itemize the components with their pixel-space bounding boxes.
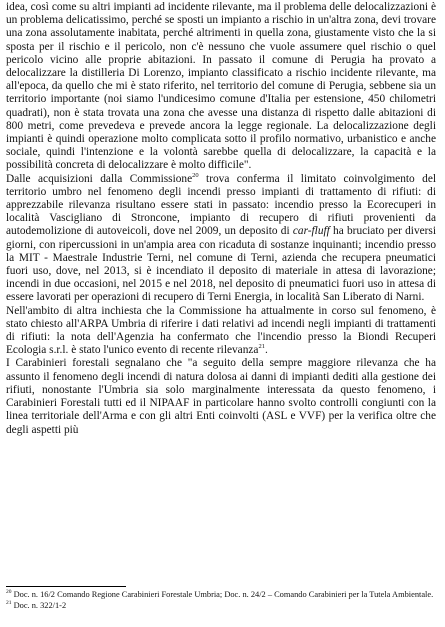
footnote-ref-20[interactable]: 20 — [192, 171, 199, 179]
footnote-divider — [6, 586, 126, 587]
footnote-21: $^{21}$ Doc. n. 322/1-2 — [6, 599, 67, 610]
paragraph-4: I Carabinieri forestali segnalano che "a seguito della sempre maggiore rilevanza che ha assunto il fenomeno degli incendi di natura dolosa ai danni di impianti dediti alla gestione dei rifiuti, nonostante l'Umbria sia solo marginalmente interessata da questo fenomeno, i Carabinieri Forestali tutti ed il NIPAAF in particolare hanno svolto controlli congiunti con la linea territoriale dell'Arma e con gli altri Enti coinvolti (ASL e VVF) per la verifica oltre che degli aspetti più — [6, 357, 436, 436]
footnote-20: $^{20}$ Doc. n. 16/2 Comando Regione Carabinieri Forestale Umbria; Doc. n. 24/2 – Comando Carabinieri per la Tutela Ambientale. — [6, 589, 434, 599]
paragraph-1: idea, così come su altri impianti ad incidente rilevante, ma il problema delle delocalizzazioni è un problema delicatissimo, perché se sposti un impianto a rischio in un'altra zona, devi trovare una zona assolutamente inabitata, perché altrimenti in quella zona, giustamente visto che la si sposta per il rischio e il pericolo, non c'è nessuno che vuole assumere quel rischio o quel pericolo vicino alle proprie abitazioni. In passato il comune di Perugia ha provato a delocalizzare la distilleria Di Lorenzo, impianto classificato a rischio incidente rilevante, ma all'epoca, da quello che mi è stato riferito, nel territorio del comune di Perugia, sebbene sia un territorio importante (noi siamo l'undicesimo comune d'Italia per estensione, 450 chilometri quadrati), non è stata trovata una zona che avesse una distanza di rispetto dalle abitazioni di 800 metri, come prevedeva e prevede ancora la legge regionale. La delocalizzazione degli impianti è quindi operazione molto complicata sotto il profilo normativo, urbanistico e anche sociale, quindi l'intenzione e la volontà sarebbe quella di delocalizzare, la capacità e la possibilità concreta di delocalizzare è molto difficile". — [6, 1, 436, 172]
body-text — [6, 1, 436, 437]
paragraph-3: Nell'ambito di altra inchiesta che la Commissione ha attualmente in corso sul fenomeno, è stato chiesto all'ARPA Umbria di riferire i dati relativi ad incendi negli impianti di trattamenti di rifiuti: la nota dell'Agenzia ha confermato che l'incendio presso la Biondi Recuperi Ecologia s.r.l. è stato l'unico evento di recente rilevanza$^{21}$. — [6, 304, 436, 357]
footnotes — [6, 590, 436, 611]
paragraph-2: Dalle acquisizioni dalla Commissione$^{20}$ trova conferma il limitato coinvolgimento del territorio umbro nel fenomeno degli incendi presso impianti di trattamento di rifiuti: di apprezzabile rilevanza risultano essere stati in passato: incendio presso la Ecorecuperi in località Vascigliano di Stroncone, impianto di recupero di rifiuti provenienti da autodemolizione di autoveicoli, dove nel 2009, un deposito di car-fluff ha bruciato per diversi giorni, con ripercussioni in un'ampia area con ricaduta di sostanze inquinanti; incendio presso la MIT - Maestrale Industrie Terni, nel comune di Terni, azienda che recupera pneumatici fuori uso, dove, nel 2013, si è incendiato il deposito di materiale in attesa di lavorazione; incendi in due occasioni, nel 2015 e nel 2018, nel deposito di pneumatici fuori uso in attesa di essere lavorati per operazioni di recupero di Terni Energia, in località San Liberato di Narni. — [6, 171, 437, 304]
italic-term: car-fluff — [292, 225, 330, 238]
footnote-ref-21[interactable]: 21 — [258, 343, 265, 351]
